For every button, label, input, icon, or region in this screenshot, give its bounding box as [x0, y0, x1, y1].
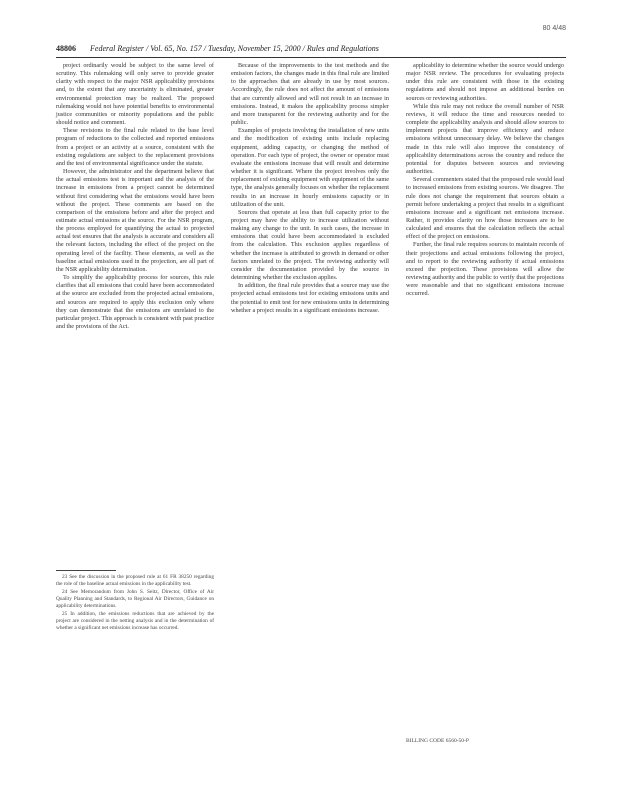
running-header: [56, 44, 566, 55]
paragraph: These revisions to the final rule related to the base level program of reductions to the collected and reported emissions from a project or an activity at a source, consistent with the existing regulations are subject to the replacement provisions and the test of environmental significance under the statute.: [56, 127, 214, 167]
paragraph: Several commenters stated that the proposed rule would lead to increased emissions from existing sources. We disagree. The rule does not change the requirement that sources obtain a permit before undertaking a project that results in a significant emissions increase and a significant net emissions increase. Rather, it provides clarity on how those increases are to be calculated and ensures that the calculation reflects the actual effect of the project on emissions.: [406, 176, 564, 241]
footnote: 23 See the discussion in the proposed rule at 61 FR 38250 regarding the role of the baseline actual emissions in the applicability test.: [56, 574, 214, 587]
text-column-2: [231, 62, 389, 315]
paragraph: To simplify the applicability process for sources, this rule clarifies that all emissions that could have been accommodated at the source are excluded from the projected actual emissions, and sources are required to apply this exclusion only where they can demonstrate that the emissions are unrelated to the particular project. This approach is consistent with past practice and the provisions of the Act.: [56, 274, 214, 330]
text-column-3: [406, 62, 564, 299]
paragraph: Further, the final rule requires sources to maintain records of their projections and actual emissions following the project, and to report to the reviewing authority if actual emissions exceed the projection. These provisions will allow the reviewing authority and the public to verify that the projections were reasonable and that no significant emissions increase occurred.: [406, 241, 564, 298]
paragraph: Sources that operate at less than full capacity prior to the project may have the ability to increase utilization without making any change to the unit. In such cases, the increase in emissions that could have been accommodated is excluded from the calculation. This exclusion applies regardless of whether the increase is attributed to growth in demand or other factors unrelated to the project. The reviewing authority will consider the documentation provided by the source in determining whether the exclusion applies.: [231, 208, 389, 282]
page-number: 48806: [56, 44, 76, 53]
paragraph: In addition, the final rule provides that a source may use the projected actual emissions test for existing emissions units and the potential to emit test for new emissions units in determining whether a project results in a significant emissions increase.: [231, 282, 389, 314]
footnote-rule: [56, 570, 116, 571]
footnote: 25 In addition, the emissions reductions that are achieved by the project are considered in the netting analysis and in the determination of whether a significant net emissions increase has occurred.: [56, 611, 214, 631]
paragraph: Because of the improvements to the test methods and the emission factors, the changes made in this final rule are limited to the approaches that are already in use by most sources. Accordingly, the rule does not affect the amount of emissions that are currently allowed and will not result in an increase in emissions. Instead, it makes the applicability process simpler and more transparent for the reviewing authority and for the public.: [231, 62, 389, 127]
text-column-1: [56, 62, 214, 331]
paragraph: Examples of projects involving the installation of new units and the modification of existing units include replacing equipment, adding capacity, or changing the method of operation. For each type of project, the owner or operator must evaluate the emissions increase that will result and determine whether it is significant. Where the project involves only the replacement of existing equipment with equipment of the same type, the analysis generally focuses on whether the replacement results in an increase in hourly emissions capacity or in utilization of the unit.: [231, 127, 389, 208]
paragraph: applicability to determine whether the source would undergo major NSR review. The procedures for evaluating projects under this rule are consistent with those in the existing regulations and should not impose an additional burden on sources or reviewing authorities.: [406, 62, 564, 102]
billing-code: BILLING CODE 6560-50-P: [406, 738, 469, 744]
header-rule: [56, 57, 566, 58]
paragraph: While this rule may not reduce the overall number of NSR reviews, it will reduce the time and resources needed to complete the applicability analysis and should allow sources to implement projects that improve efficiency and reduce emissions without unnecessary delay. We believe the changes made in this rule will also improve the consistency of applicability determinations across the country and reduce the potential for disputes between sources and reviewing authorities.: [406, 102, 564, 176]
paragraph: However, the administrator and the department believe that the actual emissions test is important and the analysis of the increase in emissions from a project cannot be determined without first considering what the emissions would have been without the project. These comments are based on the comparison of the emissions before and after the project and estimate actual emissions at the source. For the NSR program, the process employed for quantifying the actual to projected actual test ensures that the analysis is accurate and considers all the relevant factors, including the effect of the project on the operating level of the facility. These elements, as well as the baseline actual emissions used in the projection, are all part of the NSR applicability determination.: [56, 168, 214, 273]
paragraph: project ordinarily would be subject to the same level of scrutiny. This rulemaking will only serve to provide greater clarity with respect to the major NSR applicability provisions and, to the extent that any uncertainty is eliminated, greater environmental protection may be realized. The proposed rulemaking would not have potential benefits to environmental justice communities or minority populations and the public should notice and comment.: [56, 62, 214, 127]
running-title: Federal Register / Vol. 65, No. 157 / Tuesday, November 15, 2000 / Rules and Regulations: [90, 44, 379, 53]
footnotes: [56, 574, 214, 633]
footnote: 24 See Memorandum from John S. Seitz, Director, Office of Air Quality Planning and Standards, to Regional Air Directors, Guidance on applicability determinations.: [56, 589, 214, 609]
document-id: 80 4/48: [542, 25, 566, 32]
